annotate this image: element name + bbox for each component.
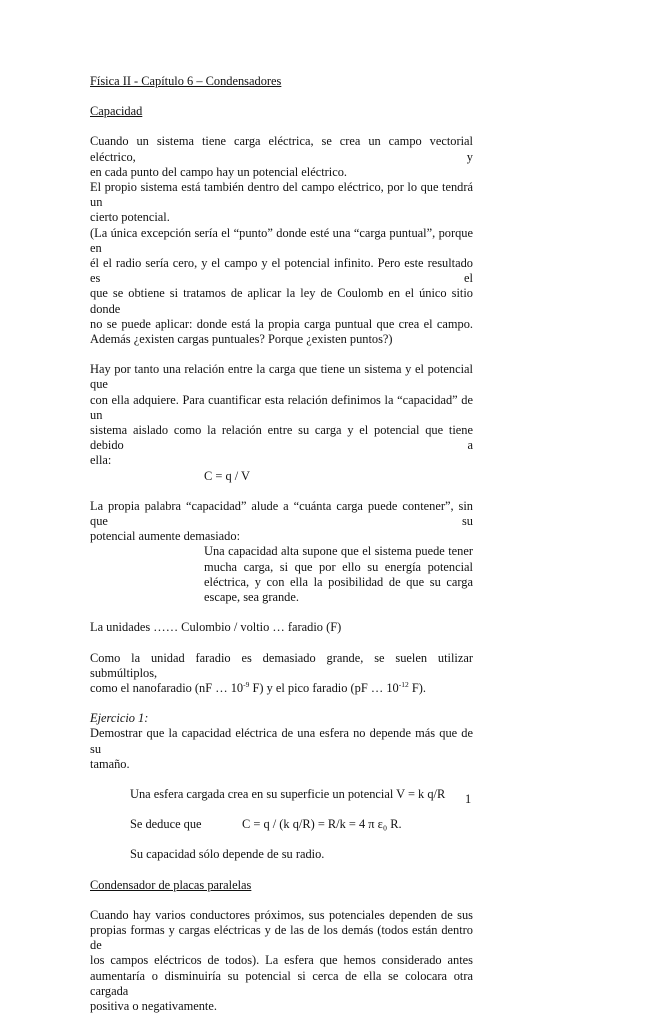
exponent: -12 — [398, 679, 409, 689]
units-line: La unidades …… Culombio / voltio … faradio (F) — [90, 620, 342, 635]
text-line: Cuando hay varios conductores próximos, sus potenciales dependen de sus — [90, 907, 473, 922]
text-line: Cuando un sistema tiene carga eléctrica, se crea un campo vectorial eléctrico, y — [90, 134, 473, 164]
indented-note — [204, 544, 473, 605]
text-line: La propia palabra “capacidad” alude a “cuánta carga puede contener”, sin que su — [90, 498, 473, 529]
text-line: que se obtiene si tratamos de aplicar la ley de Coulomb en el único sitio donde — [90, 286, 473, 316]
text-line: sistema aislado como la relación entre su carga y el potencial que tiene debido a — [90, 423, 473, 453]
text-line: los campos eléctricos de todos). La esfera que hemos considerado antes — [90, 953, 473, 968]
formula-capacidad: C = q / V — [204, 468, 251, 483]
page-number: 1 — [465, 792, 472, 806]
text-line: con ella adquiere. Para cuantificar esta relación definimos la “capacidad” de un — [90, 392, 473, 422]
text-line: escape, sea grande. — [204, 590, 299, 605]
text-line-submultiples — [90, 681, 473, 696]
text-line: positiva o negativamente. — [90, 998, 217, 1013]
deduce-label: Se deduce que — [130, 817, 202, 832]
paragraph-1 — [90, 134, 473, 225]
text-span: F). — [408, 680, 426, 695]
text-line: él el radio sería cero, y el campo y el potencial infinito. Pero este resultado es el — [90, 256, 473, 286]
text-line: ella: — [90, 453, 112, 468]
paragraph-3 — [90, 362, 473, 468]
text-line: cierto potencial. — [90, 210, 170, 225]
paragraph-4 — [90, 499, 473, 545]
exercise-step-2 — [90, 817, 473, 832]
text-line: Además ¿existen cargas puntuales? Porque ¿existen puntos?) — [90, 332, 393, 347]
text-line: aumentaría o disminuiría su potencial si cerca de ella se colocara otra cargada — [90, 968, 473, 998]
text-line: mucha carga, si que por ello su energía potencial — [204, 559, 473, 574]
text-line: Como la unidad faradio es demasiado grande, se suelen utilizar submúltiplos, — [90, 650, 473, 680]
exercise-title: Ejercicio 1: — [90, 711, 149, 726]
text-line: no se puede aplicar: donde está la propia carga puntual que crea el campo. — [90, 316, 473, 331]
paragraph-2 — [90, 226, 473, 348]
section-title-condensador: Condensador de placas paralelas — [90, 877, 252, 892]
page-content — [90, 74, 473, 1014]
text-line: eléctrica, y con ella la posibilidad de que su carga — [204, 574, 473, 589]
text-span: como el nanofaradio (nF … 10 — [90, 680, 244, 695]
section-title-capacidad: Capacidad — [90, 104, 143, 119]
chapter-header: Física II - Capítulo 6 – Condensadores — [90, 74, 282, 88]
text-line: (La única excepción sería el “punto” donde esté una “carga puntual”, porque en — [90, 225, 473, 255]
text-line: potencial aumente demasiado: — [90, 529, 241, 544]
text-line: Una capacidad alta supone que el sistema puede tener — [204, 544, 473, 559]
exponent: -9 — [243, 679, 250, 689]
paragraph-5 — [90, 651, 473, 697]
text-line: propias formas y cargas eléctricas y de las de los demás (todos están dentro de — [90, 922, 473, 953]
exercise-step-1: Una esfera cargada crea en su superficie un potencial V = k q/R — [130, 786, 446, 801]
text-line: Demostrar que la capacidad eléctrica de una esfera no depende más que de su — [90, 726, 473, 756]
deduce-formula: C = q / (k q/R) = R/k = 4 π ε₀ R. — [242, 817, 402, 832]
text-line: El propio sistema está también dentro del campo eléctrico, por lo que tendrá un — [90, 180, 473, 210]
exercise-statement — [90, 726, 473, 772]
text-line: Hay por tanto una relación entre la carga que tiene un sistema y el potencial que — [90, 362, 473, 392]
paragraph-6 — [90, 908, 473, 1014]
text-line: tamaño. — [90, 756, 130, 771]
text-span: F) y el pico faradio (pF … 10 — [249, 680, 399, 695]
exercise-step-3: Su capacidad sólo depende de su radio. — [130, 847, 325, 862]
text-line: en cada punto del campo hay un potencial eléctrico. — [90, 164, 347, 179]
